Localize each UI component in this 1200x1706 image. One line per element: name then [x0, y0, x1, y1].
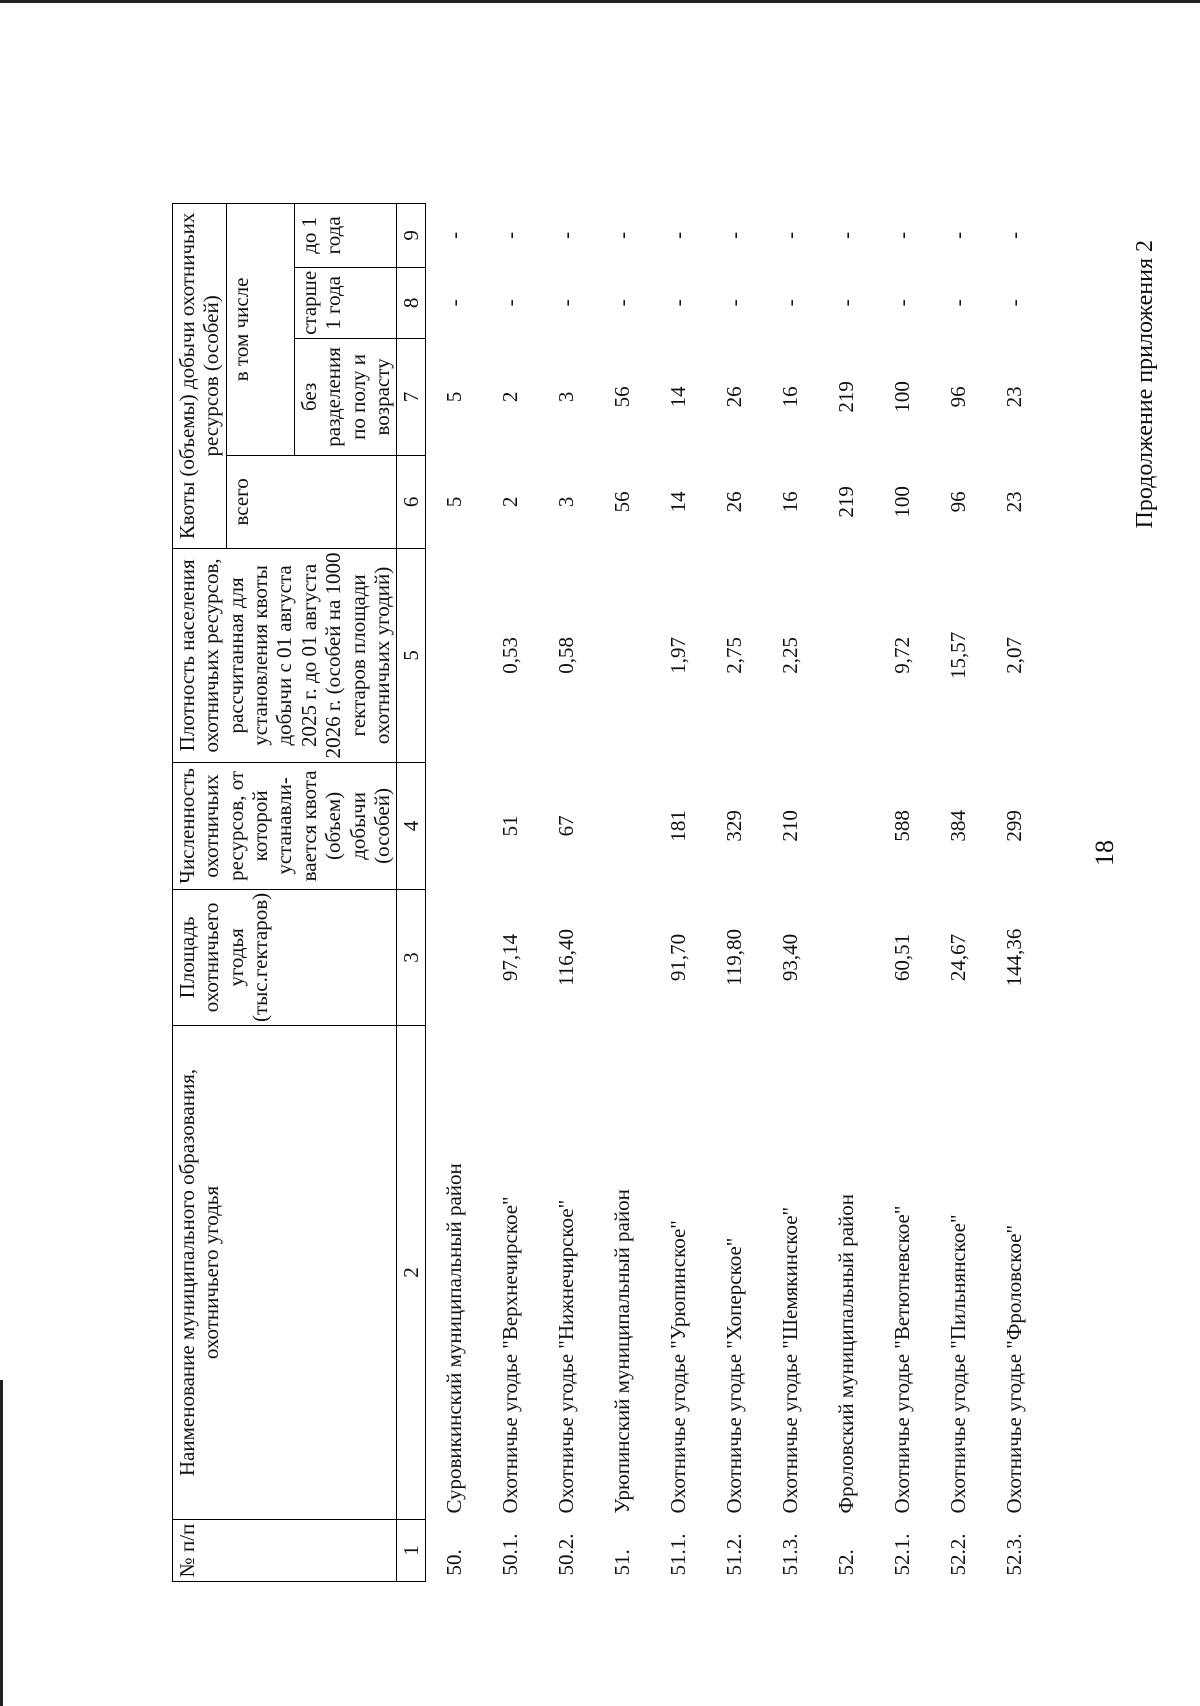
- row-density: [594, 548, 650, 762]
- header-younger: до 1 года: [294, 203, 396, 267]
- row-total: 3: [554, 496, 579, 508]
- row-total: 2: [498, 496, 523, 508]
- row-name: Урюпинский муниципальный район: [610, 1189, 635, 1514]
- row-no-division: 16: [778, 386, 803, 408]
- header-including: в том числе: [226, 203, 294, 455]
- table-row: [818, 203, 874, 1581]
- row-younger: -: [722, 231, 747, 239]
- row-population: 384: [946, 810, 971, 842]
- table-row: [874, 203, 930, 1581]
- row-density: 1,97: [666, 637, 691, 674]
- column-number: 2: [397, 1026, 426, 1520]
- row-population: [594, 762, 650, 889]
- row-name: Охотничье угодье "Шемякинское": [778, 1206, 803, 1514]
- row-number: 52.3.: [1002, 1533, 1027, 1576]
- row-name: Охотничье угодье "Верхнечирское": [498, 1196, 523, 1514]
- row-older: -: [834, 299, 859, 307]
- row-no-division: 96: [946, 386, 971, 408]
- table-row: [930, 203, 986, 1581]
- header-total: всего: [226, 455, 397, 548]
- header-name: Наименование муниципального образования, охотничьего угодья: [173, 1026, 397, 1520]
- table-row: [538, 203, 594, 1581]
- row-no-division: 23: [1002, 386, 1027, 408]
- row-density: 0,53: [498, 637, 523, 674]
- row-area: 97,14: [498, 933, 523, 982]
- row-name: Охотничье угодье "Хоперское": [722, 1237, 747, 1514]
- row-population: [426, 762, 483, 889]
- row-no-division: 3: [554, 391, 579, 403]
- row-total: 100: [890, 486, 915, 518]
- row-density: [426, 548, 483, 762]
- row-no-division: 5: [442, 391, 467, 403]
- row-younger: -: [610, 231, 635, 239]
- row-density: 2,25: [778, 637, 803, 674]
- row-area: [818, 889, 874, 1025]
- header-number: № п/п: [173, 1520, 397, 1582]
- row-younger: -: [442, 231, 467, 239]
- row-density: 9,72: [890, 637, 915, 674]
- header-area: Площадь охотничьего угодья (тыс.гектаров): [173, 889, 397, 1025]
- row-number: 51.3.: [778, 1533, 803, 1576]
- row-no-division: 56: [610, 386, 635, 408]
- row-population: 329: [722, 810, 747, 842]
- column-number: 8: [397, 267, 426, 338]
- row-name: Охотничье угодье "Ветютневское": [890, 1205, 915, 1514]
- row-name: Фроловский муниципальный район: [834, 1193, 859, 1514]
- page-number: 18: [1090, 840, 1119, 866]
- column-number: 4: [397, 762, 426, 889]
- row-number: 52.2.: [946, 1533, 971, 1576]
- row-older: -: [890, 299, 915, 307]
- column-number: 3: [397, 889, 426, 1025]
- row-older: -: [666, 299, 691, 307]
- row-area: 144,36: [1002, 928, 1027, 987]
- row-density: 0,58: [554, 637, 579, 674]
- row-population: 299: [1002, 810, 1027, 842]
- table-row: [482, 203, 538, 1581]
- row-older: -: [498, 299, 523, 307]
- row-area: [426, 889, 483, 1025]
- row-total: 5: [442, 496, 467, 508]
- row-younger: -: [890, 231, 915, 239]
- column-number: 9: [397, 203, 426, 267]
- column-number: 7: [397, 338, 426, 455]
- row-area: 24,67: [946, 933, 971, 982]
- table-row: [594, 203, 650, 1581]
- row-number: 50.2.: [554, 1533, 579, 1576]
- row-population: 51: [498, 815, 523, 837]
- appendix-note: Продолжение приложения 2: [1132, 240, 1158, 529]
- row-older: -: [554, 299, 579, 307]
- table-row: [762, 203, 818, 1581]
- row-population: 181: [666, 810, 691, 842]
- row-population: 588: [890, 810, 915, 842]
- row-number: 51.2.: [722, 1533, 747, 1576]
- row-no-division: 26: [722, 386, 747, 408]
- row-area: 116,40: [554, 928, 579, 986]
- table-row: [986, 203, 1042, 1581]
- header-older: старше 1 года: [294, 267, 396, 338]
- row-younger: -: [946, 231, 971, 239]
- row-number: 51.1.: [666, 1533, 691, 1576]
- row-total: 96: [946, 491, 971, 513]
- column-number: 6: [397, 455, 426, 548]
- table-row: [706, 203, 762, 1581]
- row-name: Охотничье угодье "Нижнечирское": [554, 1199, 579, 1514]
- row-no-division: 2: [498, 391, 523, 403]
- row-area: 93,40: [778, 933, 803, 982]
- row-younger: -: [498, 231, 523, 239]
- row-no-division: 219: [834, 381, 859, 413]
- row-no-division: 14: [666, 386, 691, 408]
- row-area: 60,51: [890, 933, 915, 982]
- row-area: 91,70: [666, 933, 691, 982]
- row-name: Охотничье угодье "Пильнянское": [946, 1214, 971, 1514]
- row-name: Суровикинский муниципальный район: [442, 1163, 467, 1514]
- row-name: Охотничье угодье "Урюпинское": [666, 1220, 691, 1514]
- row-number: 52.: [834, 1549, 859, 1576]
- header-quota-group: Квоты (объемы) добычи охотничьих ресурсов (особей): [173, 203, 227, 548]
- row-total: 219: [834, 486, 859, 518]
- row-older: -: [442, 299, 467, 307]
- row-younger: -: [1002, 231, 1027, 239]
- row-population: 210: [778, 810, 803, 842]
- row-density: 15,57: [946, 631, 971, 680]
- row-total: 56: [610, 491, 635, 513]
- row-older: -: [1002, 299, 1027, 307]
- row-total: 26: [722, 491, 747, 513]
- row-density: 2,75: [722, 637, 747, 674]
- column-number: 1: [397, 1520, 426, 1582]
- header-no-division: без разделения по полу и возрасту: [294, 338, 396, 455]
- row-no-division: 100: [890, 381, 915, 413]
- row-total: 14: [666, 491, 691, 513]
- row-younger: -: [666, 231, 691, 239]
- quota-table: [172, 203, 1042, 1582]
- row-density: [818, 548, 874, 762]
- header-density: Плотность населения охотничьих ресурсов, рассчитанная для установления квоты добычи с 01 августа 2025 г. до 01 августа 2026 г. (особей на 1000 гектаров площади охотничьих угодий): [173, 548, 397, 762]
- header-population: Численность охотничьих ресурсов, от которой устанавли-вается квота (объем) добычи (особей): [173, 762, 397, 889]
- row-younger: -: [554, 231, 579, 239]
- row-area: 119,80: [722, 928, 747, 986]
- row-total: 23: [1002, 491, 1027, 513]
- row-total: 16: [778, 491, 803, 513]
- row-older: -: [722, 299, 747, 307]
- row-number: 52.1.: [890, 1533, 915, 1576]
- row-older: -: [610, 299, 635, 307]
- row-density: 2,07: [1002, 637, 1027, 674]
- row-younger: -: [778, 231, 803, 239]
- table-row: [650, 203, 706, 1581]
- table-row: [426, 203, 483, 1581]
- column-number: 5: [397, 548, 426, 762]
- row-number: 51.: [610, 1549, 635, 1576]
- row-older: -: [778, 299, 803, 307]
- row-younger: -: [834, 231, 859, 239]
- row-number: 50.1.: [498, 1533, 523, 1576]
- row-area: [594, 889, 650, 1025]
- row-older: -: [946, 299, 971, 307]
- row-population: 67: [554, 815, 579, 837]
- row-name: Охотничье угодье "Фроловское": [1002, 1224, 1027, 1514]
- row-population: [818, 762, 874, 889]
- row-number: 50.: [442, 1549, 467, 1576]
